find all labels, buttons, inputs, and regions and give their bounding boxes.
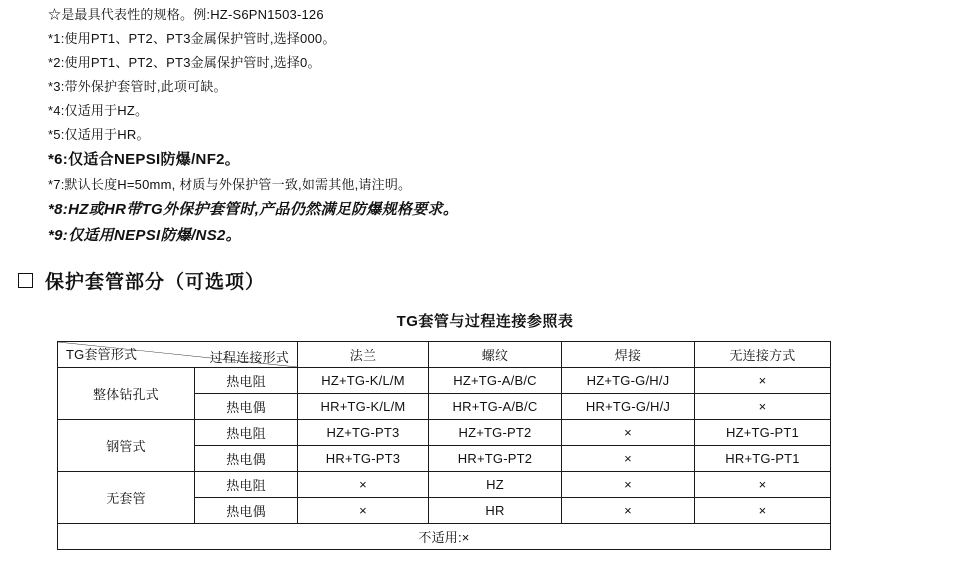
corner-bottom-left-label: TG套管形式 bbox=[66, 347, 138, 362]
table-corner-cell bbox=[58, 342, 298, 368]
table-row bbox=[58, 472, 831, 498]
table-cell: HZ+TG-PT2 bbox=[429, 420, 562, 446]
note-line: *7:默认长度H=50mm, 材质与外保护管一致,如需其他,请注明。 bbox=[48, 177, 412, 192]
section-heading bbox=[18, 267, 265, 294]
table-cell: HR bbox=[429, 498, 562, 524]
sensor-type-label: 热电偶 bbox=[195, 394, 298, 420]
column-header: 法兰 bbox=[298, 342, 429, 368]
table-cell: × bbox=[695, 498, 831, 524]
table-header-row bbox=[58, 342, 831, 368]
table-cell: HR+TG-G/H/J bbox=[562, 394, 695, 420]
corner-top-right-label: 过程连接形式 bbox=[209, 350, 289, 365]
table-caption: TG套管与过程连接参照表 bbox=[396, 313, 574, 330]
table-cell: HZ bbox=[429, 472, 562, 498]
sensor-type-label: 热电阻 bbox=[195, 420, 298, 446]
table-footnote: 不适用:× bbox=[58, 524, 831, 550]
note-line: *1:使用PT1、PT2、PT3金属保护管时,选择000。 bbox=[48, 31, 336, 46]
row-group-label: 钢管式 bbox=[58, 420, 195, 472]
note-line: *3:带外保护套管时,此项可缺。 bbox=[48, 79, 227, 94]
column-header: 无连接方式 bbox=[695, 342, 831, 368]
table-cell: × bbox=[695, 472, 831, 498]
table-cell: × bbox=[298, 472, 429, 498]
table-cell: × bbox=[562, 472, 695, 498]
note-line: ☆是最具代表性的规格。例:HZ-S6PN1503-126 bbox=[48, 7, 324, 22]
note-line: *5:仅适用于HR。 bbox=[48, 127, 150, 142]
note-line: *6:仅适合NEPSI防爆/NF2。 bbox=[48, 151, 241, 168]
table-cell: × bbox=[562, 498, 695, 524]
column-header: 螺纹 bbox=[429, 342, 562, 368]
table-cell: × bbox=[562, 420, 695, 446]
empty-square-icon bbox=[18, 273, 33, 288]
sensor-type-label: 热电偶 bbox=[195, 498, 298, 524]
sensor-type-label: 热电偶 bbox=[195, 446, 298, 472]
notes-block bbox=[48, 8, 928, 254]
table-cell: HR+TG-K/L/M bbox=[298, 394, 429, 420]
table-cell: HZ+TG-G/H/J bbox=[562, 368, 695, 394]
row-group-label: 无套管 bbox=[58, 472, 195, 524]
tg-reference-table bbox=[57, 341, 830, 550]
table-cell: × bbox=[562, 446, 695, 472]
table-cell: HZ+TG-PT3 bbox=[298, 420, 429, 446]
table-cell: HR+TG-PT1 bbox=[695, 446, 831, 472]
table-cell: HZ+TG-A/B/C bbox=[429, 368, 562, 394]
note-line: *8:HZ或HR带TG外保护套管时,产品仍然满足防爆规格要求。 bbox=[48, 201, 459, 218]
table-cell: HR+TG-A/B/C bbox=[429, 394, 562, 420]
section-title: 保护套管部分（可选项） bbox=[45, 272, 266, 293]
note-line: *2:使用PT1、PT2、PT3金属保护管时,选择0。 bbox=[48, 55, 321, 70]
table-footnote-row bbox=[58, 524, 831, 550]
table-cell: × bbox=[298, 498, 429, 524]
note-line: *4:仅适用于HZ。 bbox=[48, 103, 149, 118]
table-row bbox=[58, 420, 831, 446]
table-cell: HR+TG-PT2 bbox=[429, 446, 562, 472]
table-cell: × bbox=[695, 394, 831, 420]
table-row bbox=[58, 368, 831, 394]
note-line: *9:仅适用NEPSI防爆/NS2。 bbox=[48, 227, 241, 244]
row-group-label: 整体钻孔式 bbox=[58, 368, 195, 420]
table-cell: × bbox=[695, 368, 831, 394]
column-header: 焊接 bbox=[562, 342, 695, 368]
table-cell: HR+TG-PT3 bbox=[298, 446, 429, 472]
sensor-type-label: 热电阻 bbox=[195, 368, 298, 394]
table-cell: HZ+TG-PT1 bbox=[695, 420, 831, 446]
table-cell: HZ+TG-K/L/M bbox=[298, 368, 429, 394]
sensor-type-label: 热电阻 bbox=[195, 472, 298, 498]
